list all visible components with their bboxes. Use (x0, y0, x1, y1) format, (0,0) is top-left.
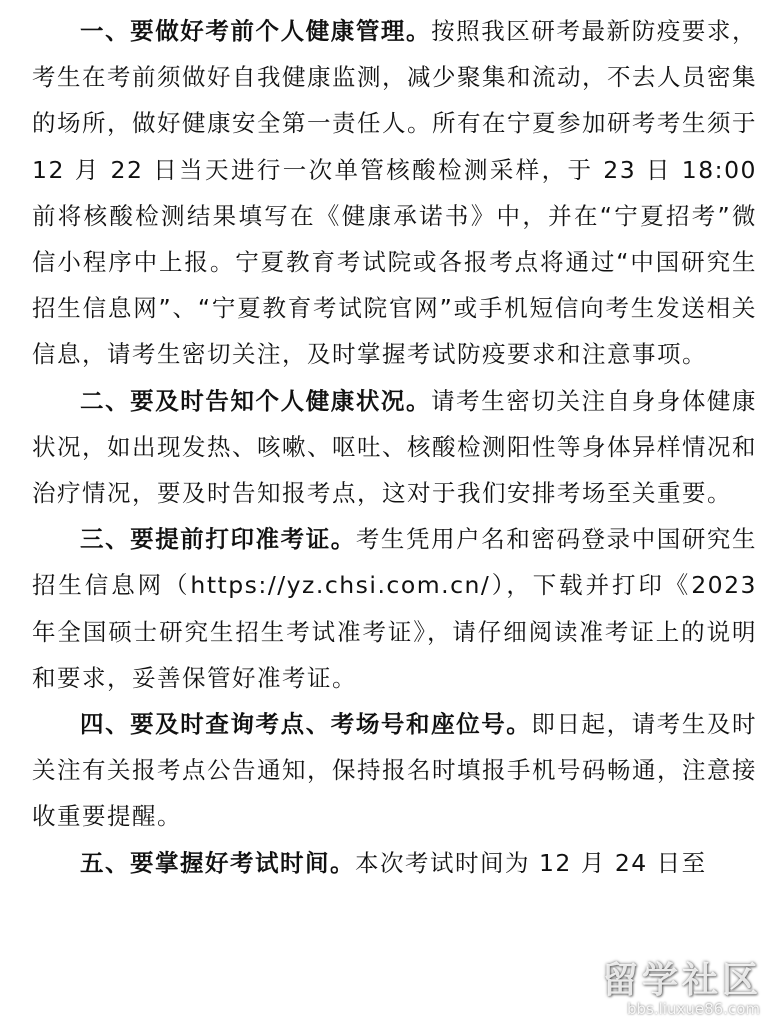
paragraph-heading: 三、要提前打印准考证。 (80, 525, 356, 554)
paragraph-text: 本次考试时间为 12 月 24 日至 (355, 848, 707, 877)
watermark-url: bbs.liuxue86.com (627, 1000, 760, 1018)
paragraph-heading: 五、要掌握好考试时间。 (80, 848, 355, 877)
document-body (32, 8, 757, 886)
paragraph-exam-time (32, 840, 757, 886)
paragraph-heading: 二、要及时告知个人健康状况。 (80, 386, 432, 415)
paragraph-health-report (32, 378, 757, 517)
paragraph-health-management (32, 8, 757, 378)
paragraph-text: 请考生密切关注自身身体健康状况，如出现发热、咳嗽、呕吐、核酸检测阳性等身体异样情况和治疗情况，要及时告知报考点，这对于我们安排考场至关重要。 (32, 386, 758, 508)
paragraph-text: 按照我区研考最新防疫要求，考生在考前须做好自我健康监测，减少聚集和流动，不去人员密集的场所，做好健康安全第一责任人。所有在宁夏参加研考考生须于 12 月 22 日当天进行一次单管核酸检测采样，于 23 日 18:00 前将核酸检测结果填写在《健康承诺书》中，并在“宁夏招考”微信小程序中上报。宁夏教育考试院或各报考点将通过“中国研究生招生信息网”、“宁夏教育考试院官网”或手机短信向考生发送相关信息，请考生密切关注，及时掌握考试防疫要求和注意事项。 (32, 17, 758, 369)
paragraph-exam-location (32, 701, 757, 840)
site-watermark (576, 952, 766, 1018)
watermark-logo-text: 留学社区 (601, 960, 762, 1001)
paragraph-text: 即日起，请考生及时关注有关报考点公告通知，保持报名时填报手机号码畅通，注意接收重要提醒。 (32, 710, 758, 831)
paragraph-heading: 一、要做好考前个人健康管理。 (80, 17, 432, 45)
paragraph-text: 考生凭用户名和密码登录中国研究生招生信息网（https://yz.chsi.com.cn/），下载并打印《2023 年全国硕士研究生招生考试准考证》，请仔细阅读准考证上的说明和要求，妥善保管好准考证。 (32, 525, 758, 692)
paragraph-admission-ticket (32, 516, 757, 701)
paragraph-heading: 四、要及时查询考点、考场号和座位号。 (80, 710, 532, 739)
